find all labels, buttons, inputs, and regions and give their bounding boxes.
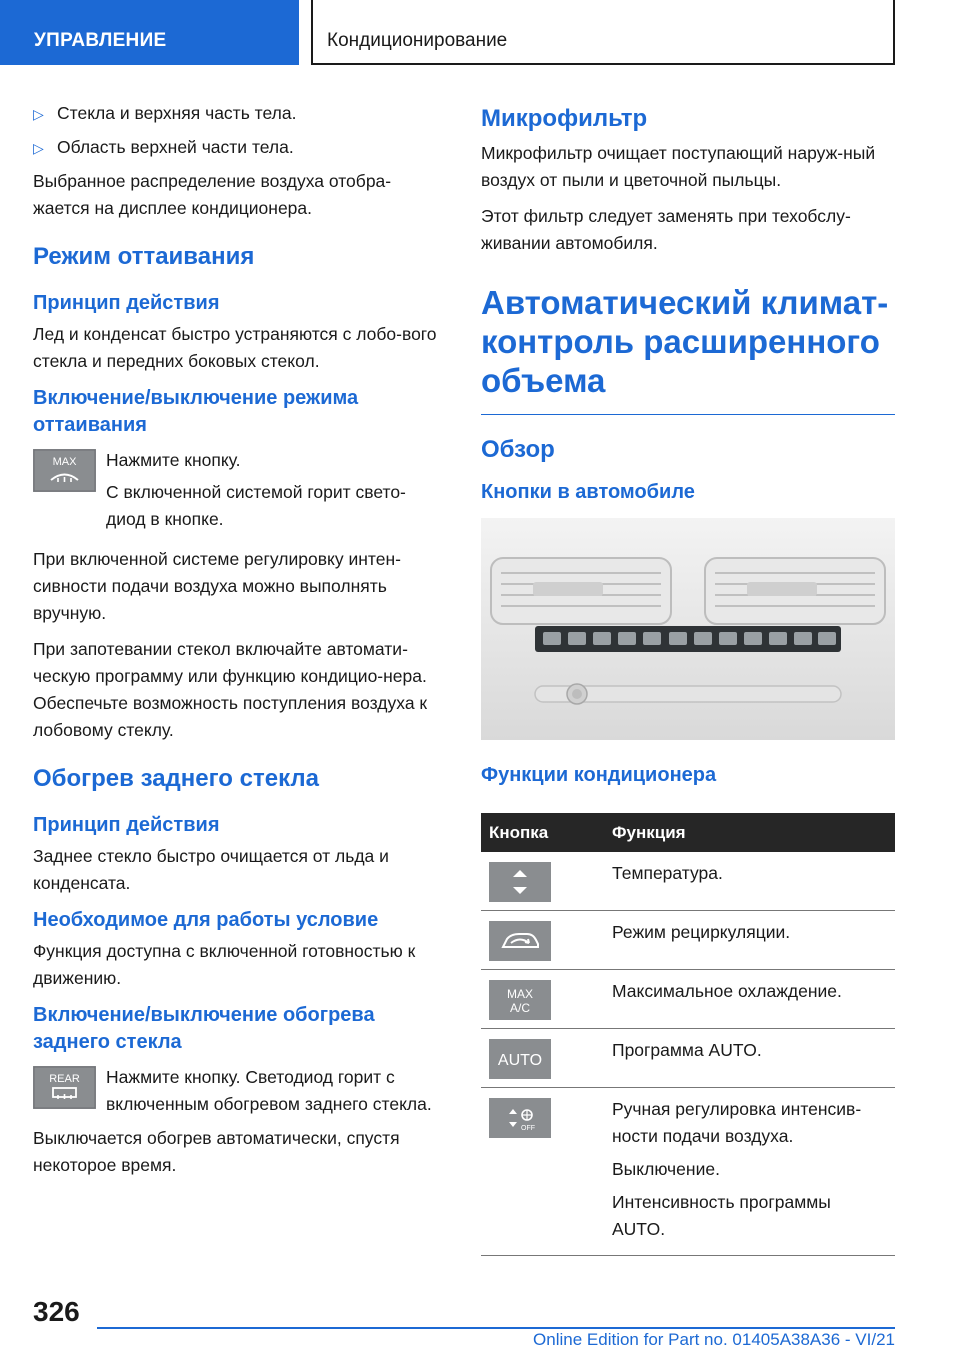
col-header-button: Кнопка bbox=[481, 813, 604, 852]
bullet-text: Область верхней части тела. bbox=[57, 137, 294, 157]
rear-step: Нажмите кнопку. Светодиод горит с включенным обогревом заднего стекла. bbox=[106, 1067, 432, 1114]
rear-auto-off: Выключается обогрев автоматически, спустя некоторое время. bbox=[33, 1128, 400, 1175]
off-label: OFF bbox=[521, 1125, 535, 1132]
header-chapter-label: Кондиционирование bbox=[327, 30, 508, 51]
function-text: Программа AUTO. bbox=[612, 1040, 762, 1060]
table-row bbox=[481, 970, 895, 1029]
list-item bbox=[33, 100, 443, 128]
microfilter-heading: Микрофильтр bbox=[481, 105, 648, 132]
defrost-step2: С включенной системой горит свето-диод в кнопке. bbox=[106, 482, 406, 529]
microfilter-text1: Микрофильтр очищает поступающий наруж-ный воздух от пыли и цветочной пыльцы. bbox=[481, 143, 876, 190]
fan-off-icon bbox=[489, 1098, 551, 1138]
auto-icon bbox=[489, 1039, 551, 1079]
recirculation-icon bbox=[489, 921, 551, 961]
rear-condition-text: Функция доступна с включенной готовностью к движению. bbox=[33, 941, 416, 988]
auto-climate-heading: Автоматический климат-контроль расширенного объема bbox=[481, 284, 889, 399]
table-row bbox=[481, 852, 895, 911]
right-column bbox=[481, 100, 895, 1256]
function-text: Режим рециркуляции. bbox=[612, 922, 791, 942]
max-ac-label-1: MAX bbox=[506, 987, 534, 1001]
triangle-bullet-icon: ▷ bbox=[33, 140, 44, 156]
function-text: Температура. bbox=[612, 863, 723, 883]
footer-edition: Online Edition for Part no. 01405A38A36 - VI/21 bbox=[533, 1330, 895, 1349]
defrost-heading: Режим оттаивания bbox=[33, 243, 255, 270]
table-row bbox=[481, 911, 895, 970]
defrost-para2: При запотевании стекол включайте автомати-ческую программу или функцию кондицио-нера. Обеспечьте возможность поступления воздуха к лобовому стеклу. bbox=[33, 639, 428, 740]
overview-heading: Обзор bbox=[481, 436, 555, 463]
microfilter-text2: Этот фильтр следует заменять при техобслу-живании автомобиля. bbox=[481, 206, 851, 253]
col-header-function: Функция bbox=[604, 813, 895, 852]
rear-button-row bbox=[33, 1064, 443, 1123]
functions-heading: Функции кондиционера bbox=[481, 764, 717, 786]
table-row bbox=[481, 1088, 895, 1256]
bullet-text: Стекла и верхняя часть тела. bbox=[57, 103, 297, 123]
rear-condition-heading: Необходимое для работы условие bbox=[33, 909, 379, 931]
header-section-label: УПРАВЛЕНИЕ bbox=[34, 30, 167, 51]
max-ac-icon bbox=[489, 980, 551, 1020]
functions-table bbox=[481, 813, 895, 1256]
defrost-para1: При включенной системе регулировку интен-сивности подачи воздуха можно выполнять вручную. bbox=[33, 549, 401, 623]
rear-switch-heading: Включение/выключение обогрева заднего стекла bbox=[33, 1004, 375, 1053]
function-text: Выключение. bbox=[612, 1159, 720, 1179]
climate-panel-photo bbox=[481, 518, 895, 740]
temperature-arrows-icon bbox=[489, 862, 551, 902]
defrost-button-row bbox=[33, 447, 443, 538]
rear-principle-text: Заднее стекло быстро очищается от льда и конденсата. bbox=[33, 846, 389, 893]
footer-divider bbox=[97, 1327, 895, 1329]
function-text: Ручная регулировка интенсив-ности подачи воздуха. bbox=[612, 1099, 862, 1146]
defrost-principle-heading: Принцип действия bbox=[33, 292, 220, 314]
rear-defrost-button-icon bbox=[33, 1066, 96, 1109]
rear-label: REAR bbox=[49, 1073, 80, 1085]
intro-paragraph: Выбранное распределение воздуха отобра-жается на дисплее кондиционера. bbox=[33, 171, 392, 218]
triangle-bullet-icon: ▷ bbox=[33, 106, 44, 122]
auto-label: AUTO bbox=[497, 1052, 543, 1069]
list-item bbox=[33, 134, 443, 162]
header-section-tab bbox=[0, 0, 299, 65]
rear-principle-heading: Принцип действия bbox=[33, 814, 220, 836]
function-text: Интенсивность программы AUTO. bbox=[612, 1192, 831, 1239]
defrost-step1: Нажмите кнопку. bbox=[106, 450, 241, 470]
max-ac-label-2: A/C bbox=[509, 1001, 531, 1015]
function-text: Максимальное охлаждение. bbox=[612, 981, 842, 1001]
header-chapter-box bbox=[311, 0, 895, 65]
defrost-switch-heading: Включение/выключение режима оттаивания bbox=[33, 387, 359, 436]
max-label: MAX bbox=[52, 456, 77, 468]
left-column bbox=[33, 100, 443, 1188]
page-number: 326 bbox=[33, 1296, 80, 1327]
defrost-principle-text: Лед и конденсат быстро устраняются с лобо-вого стекла и передних боковых стекол. bbox=[33, 324, 437, 371]
rear-heating-heading: Обогрев заднего стекла bbox=[33, 765, 319, 792]
table-header-row bbox=[481, 813, 895, 852]
table-row bbox=[481, 1029, 895, 1088]
buttons-heading: Кнопки в автомобиле bbox=[481, 481, 695, 503]
auto-climate-title-block bbox=[481, 283, 895, 415]
